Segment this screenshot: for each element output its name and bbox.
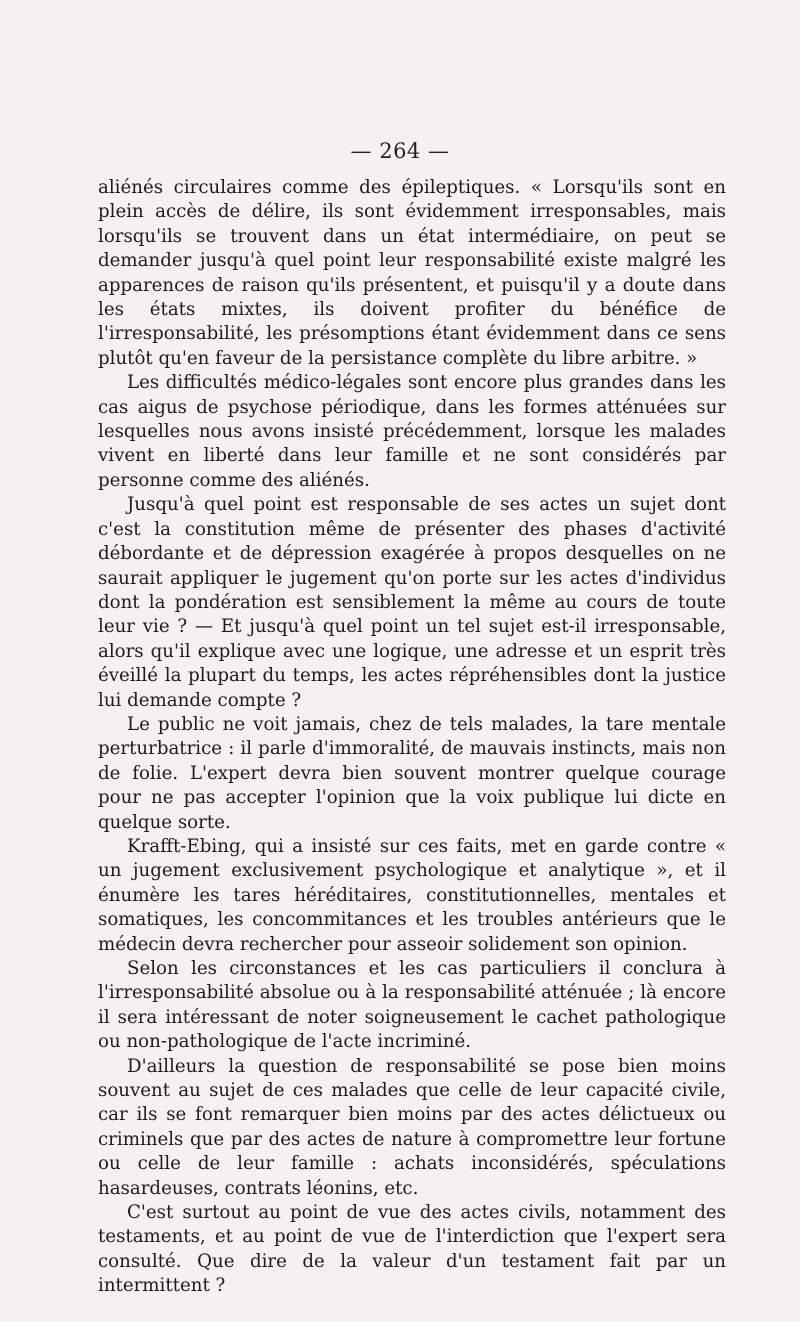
paragraph-4: Le public ne voit jamais, chez de tels malades, la tare mentale perturbatrice : il parle d'immoralité, de mauvais instincts, mais non de folie. L'expert devra bien souvent montrer quelque courage pour ne pas accepter l'opinion que la voix publique lui dicte en quelque sorte. (98, 713, 726, 833)
paragraph-8: C'est surtout au point de vue des actes civils, notamment des testaments, et au point de vue de l'interdiction que l'expert sera consulté. Que dire de la valeur d'un testament fait par un intermittent ? (98, 1202, 726, 1297)
body-text (98, 176, 726, 1299)
paragraph-1: aliénés circulaires comme des épileptiques. « Lorsqu'ils sont en plein accès de délire, ils sont évidemment irresponsables, mais lorsqu'ils se trouvent dans un état intermédiaire, on peut se demander jusqu'à quel point leur responsabilité existe malgré les apparences de raison qu'ils présentent, et puisqu'il y a doute dans les états mixtes, ils doivent profiter du bénéfice de l'irresponsabilité, les présomptions étant évidemment dans ce sens plutôt qu'en faveur de la persistance complète du libre arbitre. » (98, 177, 726, 369)
paragraph-6: Selon les circonstances et les cas particuliers il conclura à l'irresponsabilité absolue ou à la responsabilité atténuée ; là encore il sera intéressant de noter soigneusement le cachet pathologique ou non-pathologique de l'acte incriminé. (98, 958, 726, 1053)
page-number: — 264 — (350, 139, 450, 163)
paragraph-3: Jusqu'à quel point est responsable de ses actes un sujet dont c'est la constitution même de présenter des phases d'activité débordante et de dépression exagérée à propos desquelles on ne saurait appliquer le jugement qu'on porte sur les actes d'individus dont la pondération est sensiblement la même au cours de toute leur vie ? — Et jusqu'à quel point un tel sujet est-il irresponsable, alors qu'il explique avec une logique, une adresse et un esprit très éveillé la plupart du temps, les actes répréhensibles dont la justice lui demande compte ? (98, 494, 726, 711)
paragraph-7: D'ailleurs la question de responsabilité se pose bien moins souvent au sujet de ces malades que celle de leur capacité civile, car ils se font remarquer bien moins par des actes délictueux ou criminels que par des actes de nature à compromettre leur fortune ou celle de leur famille : achats inconsidérés, spéculations hasardeuses, contrats léonins, etc. (98, 1055, 726, 1199)
paragraph-2: Les difficultés médico-légales sont encore plus grandes dans les cas aigus de psychose périodique, dans les formes atténuées sur lesquelles nous avons insisté précédemment, lorsque les malades vivent en liberté dans leur famille et ne sont considérés par personne comme des aliénés. (98, 372, 726, 491)
paragraph-5: Krafft-Ebing, qui a insisté sur ces faits, met en garde contre « un jugement exclusivement psychologique et analytique », et il énumère les tares héréditaires, constitutionnelles, mentales et somatiques, les concommitances et les troubles antérieurs que le médecin devra rechercher pour asseoir solidement son opinion. (98, 835, 726, 955)
